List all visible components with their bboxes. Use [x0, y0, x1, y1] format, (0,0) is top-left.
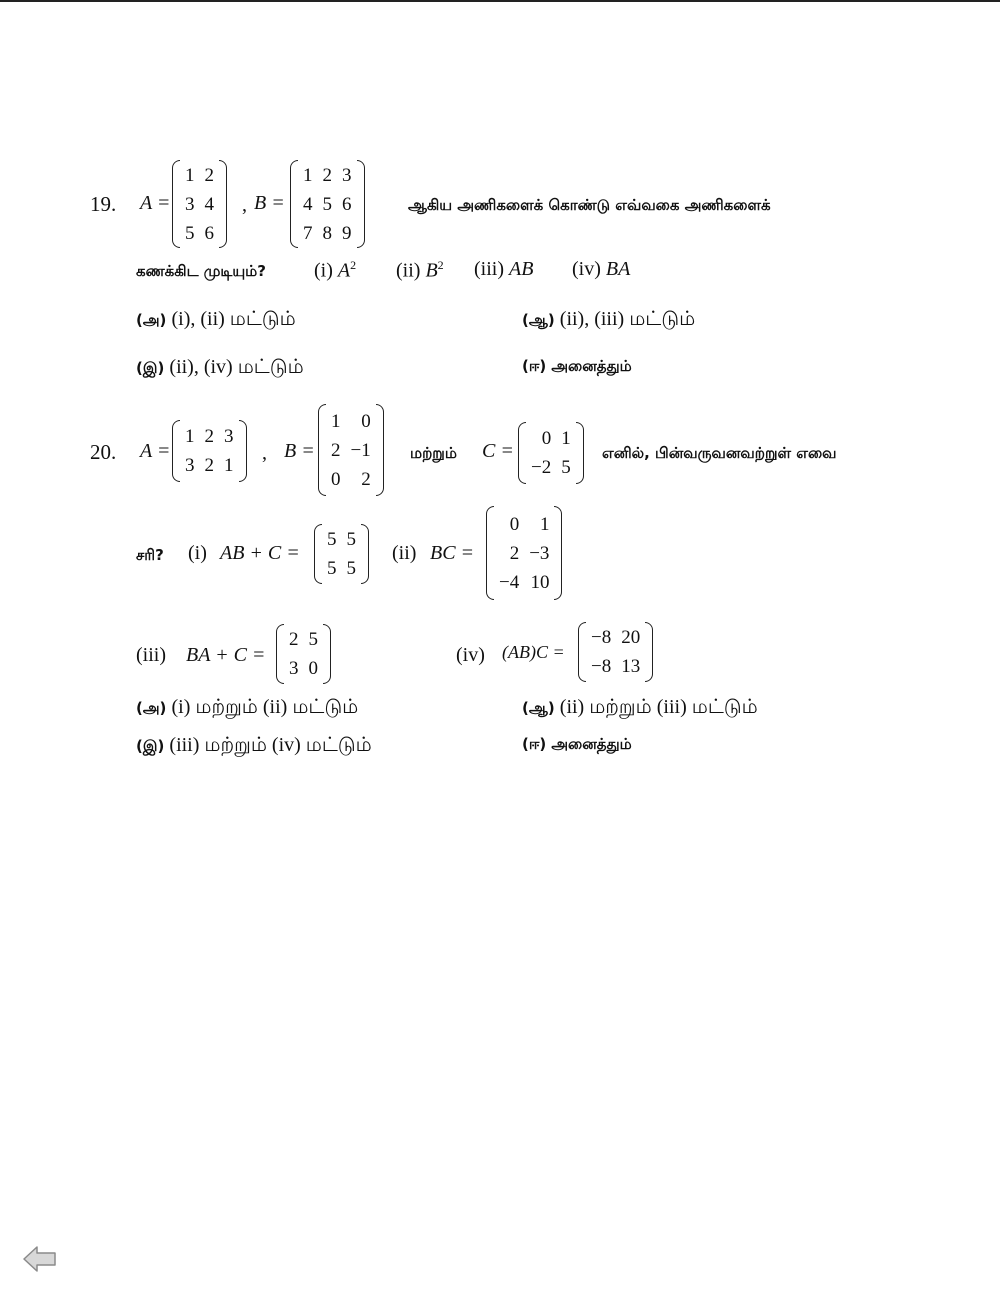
right-bracket — [554, 506, 562, 600]
matrix-cell: 1 — [561, 428, 571, 449]
right-bracket — [376, 404, 384, 496]
matrix-row — [326, 436, 376, 465]
q20-option-c-marker: (இ) — [136, 737, 165, 755]
matrix-row — [326, 465, 376, 494]
matrix-row — [284, 654, 323, 683]
matrix-cell: 3 — [289, 658, 299, 679]
q19-option-d[interactable] — [522, 356, 632, 377]
matrix-row — [298, 161, 357, 190]
matrix-cell: 2 — [322, 164, 332, 186]
matrix-row — [494, 510, 554, 539]
q20-matrix-c — [518, 422, 584, 484]
right-bracket — [219, 160, 227, 248]
q20-option-a[interactable] — [136, 696, 358, 721]
right-bracket — [361, 524, 369, 584]
q20-and-word: மற்றும் — [410, 444, 457, 462]
matrix-row — [526, 453, 576, 482]
matrix-cell: 5 — [327, 558, 337, 579]
top-border — [0, 0, 1000, 2]
matrix-cell: 10 — [530, 571, 550, 593]
q19-option-b[interactable] — [522, 308, 695, 333]
matrix-cell: −1 — [350, 439, 371, 461]
q19-option-c[interactable] — [136, 356, 304, 381]
q20-item-iii-matrix — [276, 624, 331, 684]
matrix-cell: 2 — [331, 439, 341, 461]
matrix-table — [526, 424, 576, 482]
matrix-row — [494, 568, 554, 597]
q20-option-d[interactable] — [522, 734, 632, 755]
matrix-cell: 5 — [327, 529, 337, 550]
matrix-cell: 5 — [308, 629, 318, 650]
matrix-row — [180, 422, 239, 451]
matrix-cell: −4 — [499, 571, 520, 593]
q19-item-iv-expr: BA — [605, 258, 631, 280]
q19-stem-line2: கணக்கிட முடியும்? — [136, 262, 266, 280]
matrix-cell: 2 — [289, 629, 299, 650]
matrix-row — [586, 623, 645, 652]
matrix-cell: 3 — [224, 426, 234, 447]
q20-option-a-text: (i) மற்றும் (ii) மட்டும் — [171, 696, 359, 718]
matrix-table — [180, 161, 219, 248]
matrix-cell: 4 — [204, 193, 214, 215]
q20-option-b[interactable] — [522, 696, 758, 721]
left-arrow-icon[interactable] — [22, 1244, 58, 1274]
matrix-row — [322, 554, 361, 583]
left-bracket — [486, 506, 494, 600]
matrix-row — [180, 161, 219, 190]
right-bracket — [239, 420, 247, 482]
q19-option-a-text: (i), (ii) மட்டும் — [171, 308, 296, 330]
matrix-cell: 1 — [185, 164, 195, 186]
q19-item-iii-expr: AB — [509, 258, 534, 280]
matrix-cell: −3 — [529, 542, 550, 564]
matrix-cell: 1 — [303, 164, 313, 186]
matrix-cell: 20 — [621, 627, 641, 648]
q19-item-i — [314, 258, 356, 283]
left-bracket — [276, 624, 284, 684]
matrix-row — [180, 451, 239, 480]
q19-option-b-marker: (ஆ) — [522, 311, 555, 329]
matrix-cell: 5 — [346, 558, 356, 579]
q20-option-c[interactable] — [136, 734, 372, 759]
matrix-cell: 13 — [621, 656, 641, 677]
q20-option-d-text: அனைத்தும் — [551, 735, 632, 753]
matrix-cell: 5 — [322, 193, 332, 215]
left-bracket — [314, 524, 322, 584]
matrix-cell: 3 — [342, 164, 352, 186]
matrix-row — [586, 652, 645, 681]
right-bracket — [576, 422, 584, 484]
q19-b-label: B = — [254, 192, 285, 214]
q20-item-ii-label: (ii) — [392, 542, 417, 564]
left-bracket — [172, 160, 180, 248]
q20-c-label: C = — [482, 440, 514, 462]
left-bracket — [318, 404, 326, 496]
q20-item-ii-matrix — [486, 506, 562, 600]
q19-comma: , — [242, 194, 247, 216]
q20-option-b-text: (ii) மற்றும் (iii) மட்டும் — [559, 696, 758, 718]
matrix-table — [326, 407, 376, 494]
q20-stem-tail: எனில், பின்வருவனவற்றுள் எவை — [602, 444, 837, 462]
matrix-cell: 1 — [539, 513, 550, 535]
q20-a-label: A = — [140, 440, 171, 462]
matrix-cell: 1 — [185, 426, 195, 447]
q19-item-iv — [572, 258, 630, 281]
matrix-cell: −8 — [591, 627, 612, 648]
matrix-cell: 6 — [342, 193, 352, 215]
q20-item-ii-expr: BC = — [430, 542, 475, 564]
q20-item-iv-expr: (AB)C = — [502, 642, 565, 662]
matrix-cell: 6 — [204, 222, 214, 244]
matrix-cell: 4 — [303, 193, 313, 215]
q20-matrix-b — [318, 404, 384, 496]
matrix-cell: 8 — [322, 222, 332, 244]
matrix-cell: 0 — [509, 513, 520, 535]
q19-item-ii-sup: 2 — [437, 258, 444, 272]
matrix-cell: 3 — [185, 455, 195, 476]
matrix-row — [326, 407, 376, 436]
matrix-cell: 0 — [541, 428, 552, 449]
q20-item-i-matrix — [314, 524, 369, 584]
q20-stem-line2: சரி? — [136, 546, 164, 564]
q19-option-a[interactable] — [136, 308, 296, 333]
q19-item-ii-expr: B — [425, 259, 438, 282]
q19-item-ii — [396, 258, 444, 283]
matrix-cell: 2 — [204, 164, 214, 186]
q19-item-iii-label: (iii) — [474, 258, 504, 280]
matrix-table — [180, 422, 239, 480]
q19-number: 19. — [90, 192, 117, 216]
q19-matrix-a — [172, 160, 227, 248]
q19-option-d-marker: (ஈ) — [522, 357, 547, 375]
matrix-cell: −8 — [591, 656, 612, 677]
q19-item-iii — [474, 258, 533, 281]
matrix-row — [322, 525, 361, 554]
matrix-cell: 7 — [303, 222, 313, 244]
matrix-cell: 2 — [509, 542, 520, 564]
matrix-row — [180, 219, 219, 248]
matrix-cell: 9 — [342, 222, 352, 244]
q20-item-iii-label: (iii) — [136, 644, 166, 666]
matrix-table — [586, 623, 645, 681]
matrix-cell: 0 — [361, 410, 371, 432]
matrix-table — [298, 161, 357, 248]
q20-item-iv-matrix — [578, 622, 653, 682]
q19-item-i-label: (i) — [314, 259, 333, 282]
matrix-row — [298, 219, 357, 248]
matrix-cell: 2 — [361, 468, 371, 490]
right-bracket — [323, 624, 331, 684]
matrix-row — [494, 539, 554, 568]
q19-option-a-marker: (அ) — [136, 311, 167, 329]
q19-option-c-text: (ii), (iv) மட்டும் — [169, 356, 304, 378]
q20-item-iv-label: (iv) — [456, 644, 485, 666]
q20-matrix-a — [172, 420, 247, 482]
q20-item-iii-expr: BA + C = — [186, 644, 266, 666]
q20-option-c-text: (iii) மற்றும் (iv) மட்டும் — [169, 734, 372, 756]
q19-option-d-text: அனைத்தும் — [551, 357, 632, 375]
matrix-cell: 5 — [561, 457, 571, 478]
matrix-table — [322, 525, 361, 583]
q20-comma: , — [262, 442, 267, 464]
q19-item-i-expr: A — [337, 259, 351, 282]
q19-item-iv-label: (iv) — [572, 258, 601, 280]
q19-item-i-sup: 2 — [350, 258, 357, 272]
matrix-cell: 2 — [204, 455, 214, 476]
q19-option-c-marker: (இ) — [136, 359, 165, 377]
matrix-table — [284, 625, 323, 683]
q20-option-d-marker: (ஈ) — [522, 735, 547, 753]
right-bracket — [357, 160, 365, 248]
q20-option-b-marker: (ஆ) — [522, 699, 555, 717]
matrix-cell: 5 — [346, 529, 356, 550]
right-bracket — [645, 622, 653, 682]
left-bracket — [578, 622, 586, 682]
q19-matrix-b — [290, 160, 365, 248]
matrix-row — [298, 190, 357, 219]
q19-a-label: A = — [140, 192, 171, 214]
q19-item-ii-label: (ii) — [396, 259, 421, 282]
left-bracket — [290, 160, 298, 248]
q20-b-label: B = — [284, 440, 315, 462]
q20-number: 20. — [90, 440, 117, 464]
left-bracket — [518, 422, 526, 484]
q20-option-a-marker: (அ) — [136, 699, 167, 717]
matrix-cell: 3 — [185, 193, 195, 215]
q19-option-b-text: (ii), (iii) மட்டும் — [559, 308, 696, 330]
matrix-row — [526, 424, 576, 453]
matrix-cell: 1 — [331, 410, 341, 432]
q20-item-i-label: (i) — [188, 542, 207, 564]
matrix-cell: −2 — [531, 457, 552, 478]
matrix-table — [494, 510, 554, 597]
q20-item-i-expr: AB + C = — [220, 542, 300, 564]
matrix-row — [284, 625, 323, 654]
q19-stem-line1: ஆகிய அணிகளைக் கொண்டு எவ்வகை அணிகளைக் — [408, 196, 771, 214]
left-bracket — [172, 420, 180, 482]
matrix-row — [180, 190, 219, 219]
matrix-cell: 1 — [224, 455, 234, 476]
matrix-cell: 2 — [204, 426, 214, 447]
matrix-cell: 0 — [331, 468, 341, 490]
matrix-cell: 0 — [308, 658, 318, 679]
matrix-cell: 5 — [185, 222, 195, 244]
